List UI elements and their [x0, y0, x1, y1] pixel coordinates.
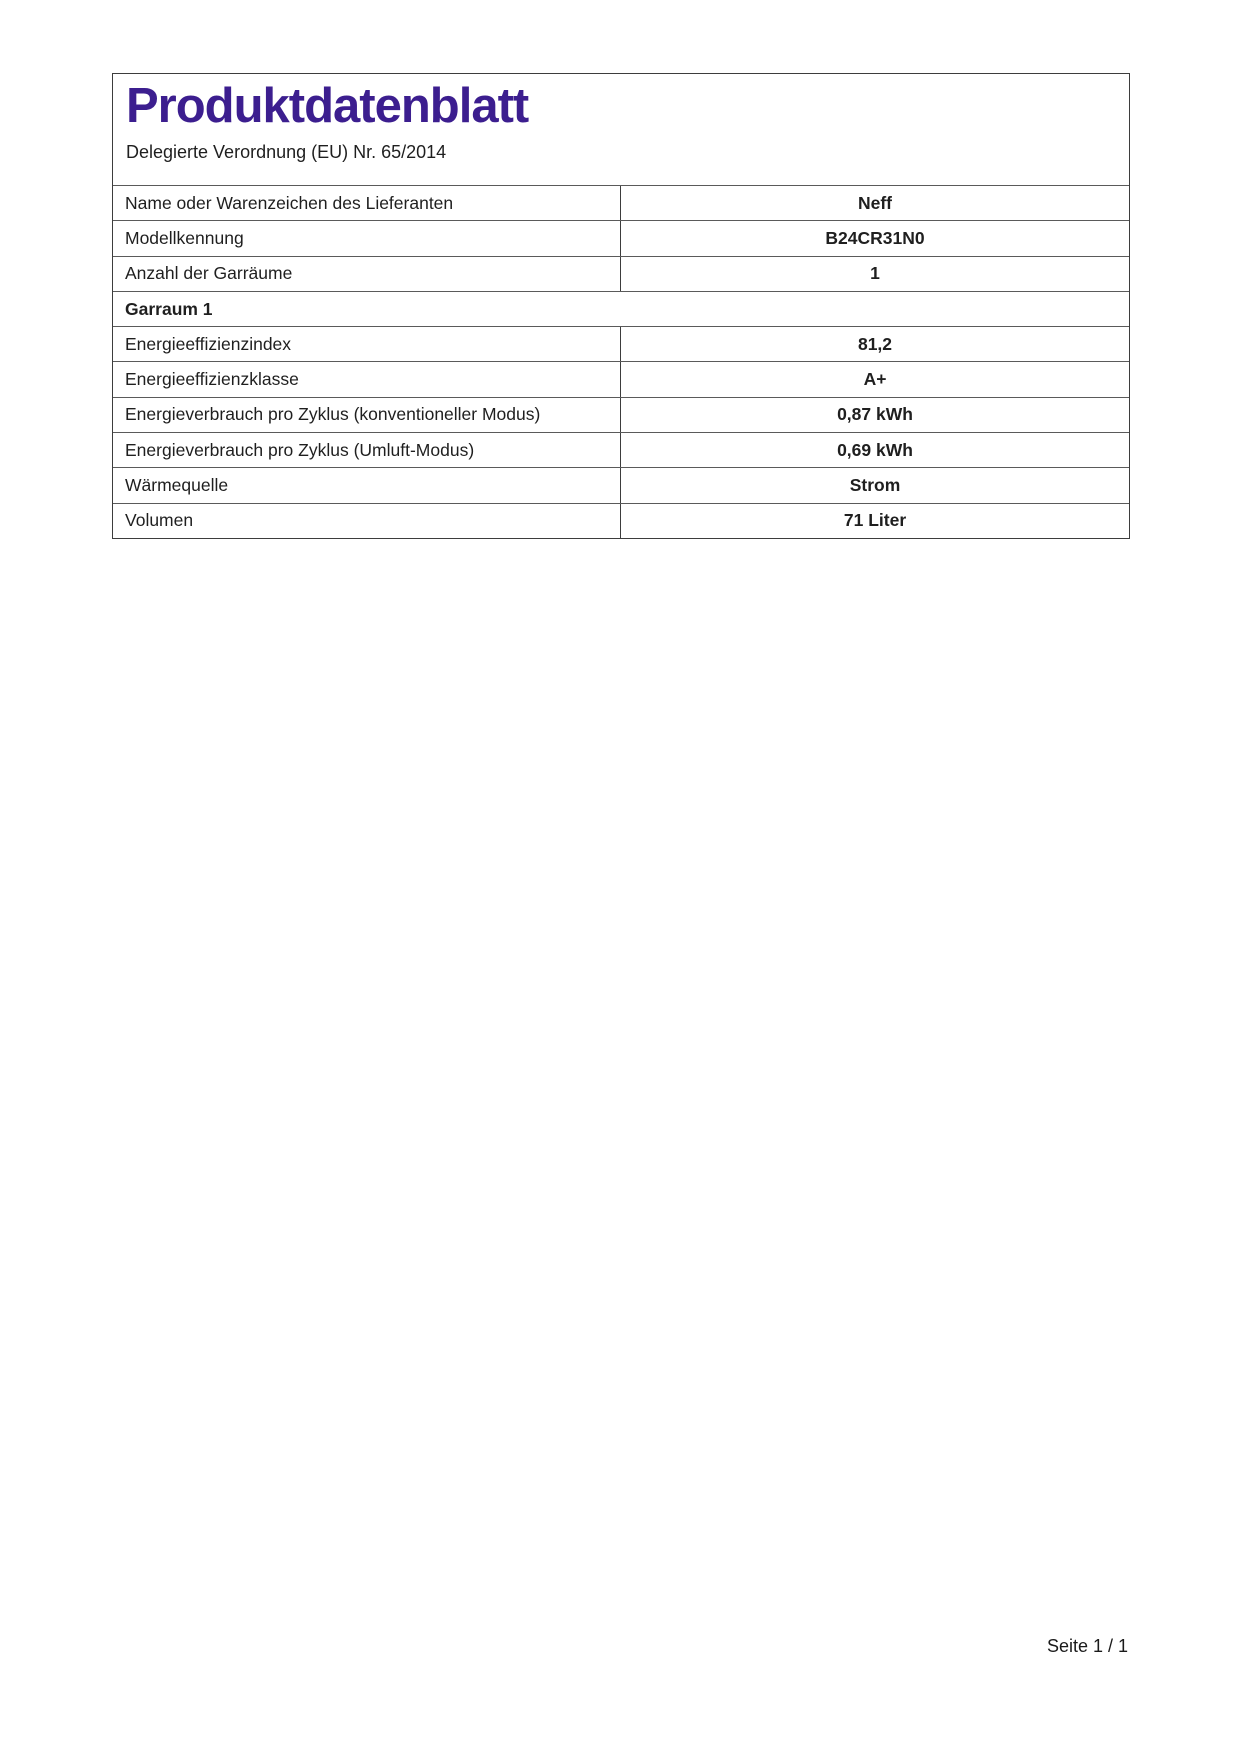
- spec-label: Name oder Warenzeichen des Lieferanten: [125, 192, 454, 213]
- spec-value: A+: [620, 362, 1129, 396]
- spec-row-energy-fan: [113, 432, 1129, 467]
- spec-value: 0,87 kWh: [620, 398, 1129, 432]
- section-header-label: Garraum 1: [125, 298, 213, 319]
- spec-value: Strom: [620, 468, 1129, 502]
- spec-label: Energieeffizienzklasse: [125, 369, 299, 390]
- spec-value: 1: [620, 257, 1129, 291]
- spec-row-energy-class: [113, 361, 1129, 396]
- page-footer: Seite 1 / 1: [1046, 1636, 1128, 1656]
- spec-value: Neff: [620, 186, 1129, 220]
- spec-value: 71 Liter: [620, 504, 1129, 538]
- spec-value: 81,2: [620, 327, 1129, 361]
- spec-value: 0,69 kWh: [620, 433, 1129, 467]
- spec-row-cavity-count: [113, 256, 1129, 291]
- spec-label: Anzahl der Garräume: [125, 263, 293, 284]
- spec-label: Wärmequelle: [125, 475, 229, 496]
- spec-row-energy-conventional: [113, 397, 1129, 432]
- section-header-row: [113, 291, 1129, 326]
- spec-row-supplier: [113, 185, 1129, 220]
- spec-row-volume: [113, 503, 1129, 538]
- spec-label: Energieverbrauch pro Zyklus (konventioneller Modus): [125, 404, 541, 425]
- spec-row-heat-source: [113, 467, 1129, 502]
- spec-label: Energieverbrauch pro Zyklus (Umluft-Modus): [125, 439, 475, 460]
- spec-table: [113, 185, 1129, 538]
- spec-label: Volumen: [125, 510, 194, 531]
- spec-label: Modellkennung: [125, 227, 244, 248]
- datasheet-box: [112, 73, 1130, 539]
- spec-row-model: [113, 220, 1129, 255]
- spec-value: B24CR31N0: [620, 221, 1129, 255]
- spec-row-eei: [113, 326, 1129, 361]
- spec-label: Energieeffizienzindex: [125, 333, 292, 354]
- regulation-reference: Delegierte Verordnung (EU) Nr. 65/2014: [126, 141, 447, 162]
- datasheet-header: [113, 74, 1129, 185]
- page-title: Produktdatenblatt: [126, 79, 529, 133]
